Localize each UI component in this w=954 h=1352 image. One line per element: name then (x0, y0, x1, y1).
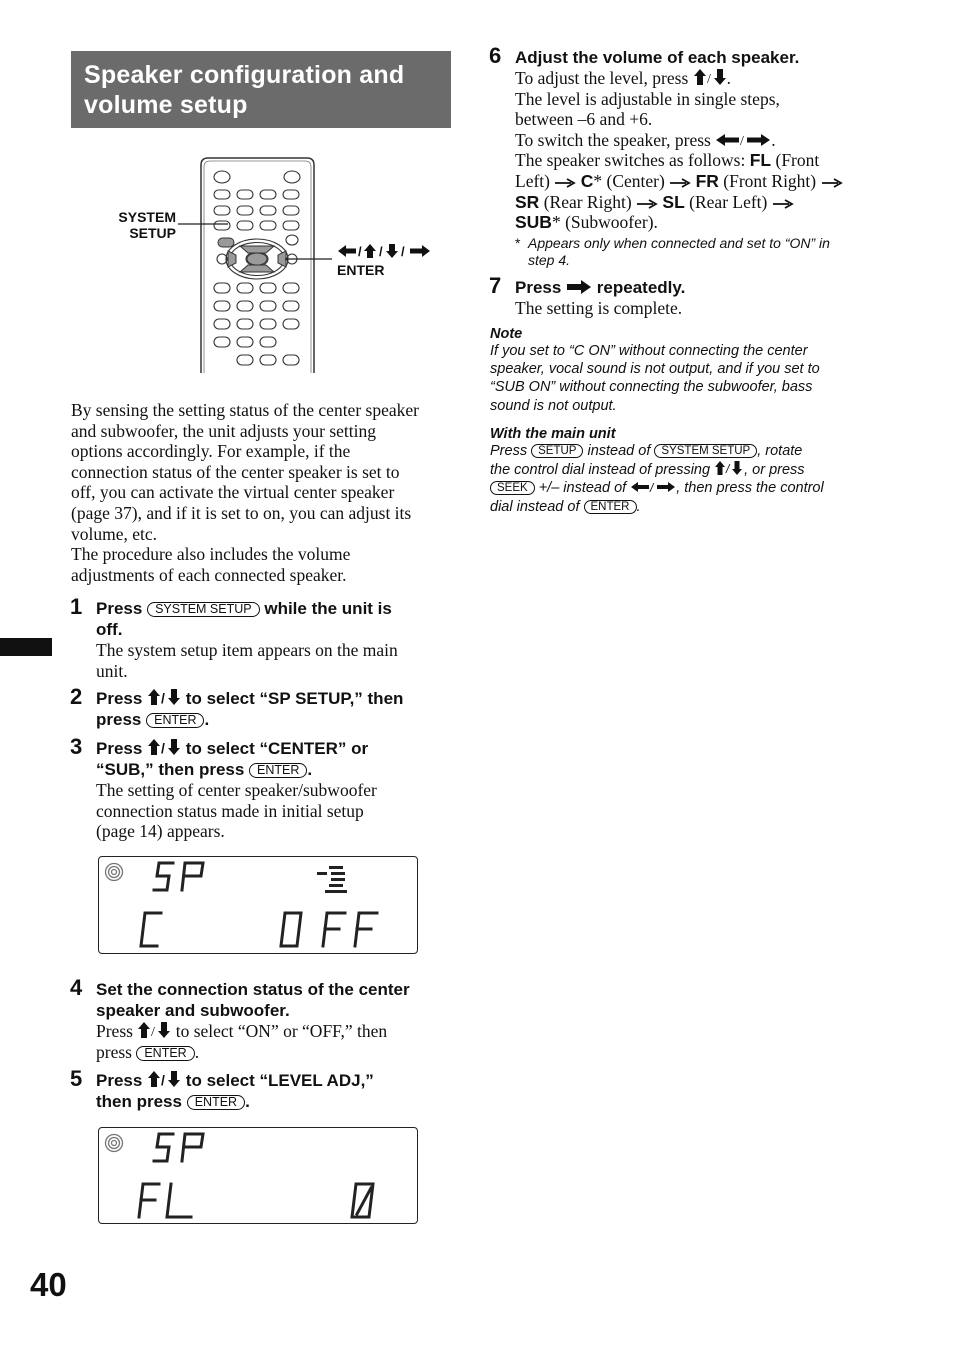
note-heading: Note (490, 326, 523, 342)
callout-system: SYSTEM (118, 209, 176, 225)
step-1-heading (96, 598, 456, 619)
main-unit-line-2 (490, 460, 880, 479)
step-text: press (96, 710, 142, 729)
step-6-number: 6 (489, 43, 502, 68)
step-6-line-5 (515, 150, 875, 171)
right-arrow-icon (669, 177, 691, 189)
step-6 (515, 47, 875, 270)
step-text: * (Center) (593, 170, 665, 191)
footnote-marker: * (515, 234, 521, 251)
sr-label: SR (515, 191, 540, 212)
step-body: (page 14) appears. (96, 821, 225, 842)
right-arrow-icon (566, 279, 592, 295)
lcd-segment-graphic (99, 857, 417, 953)
step-4-body-1 (96, 1021, 456, 1042)
intro-line: and subwoofer, the unit adjusts your setting (71, 420, 377, 441)
svg-text:/: / (401, 244, 405, 259)
step-body: The setting of center speaker/subwoofer (96, 780, 377, 800)
step-text: the control dial instead of pressing (490, 462, 711, 479)
sub-label: SUB (515, 212, 552, 233)
main-unit-block (490, 426, 880, 516)
enter-key: ENTER (187, 1095, 245, 1110)
seek-key: SEEK (490, 481, 535, 495)
step-text: To switch the speaker, press (515, 129, 711, 150)
intro-line: By sensing the setting status of the center speaker (71, 400, 419, 420)
step-3-number: 3 (70, 734, 83, 759)
up-down-arrow-icon (147, 738, 181, 756)
fl-label: FL (749, 150, 772, 171)
note-block (490, 326, 880, 415)
step-text: +/– instead of (538, 480, 627, 497)
lcd-display-fl-0 (98, 1127, 418, 1224)
callout-enter: ENTER (337, 262, 385, 278)
step-2-number: 2 (70, 684, 83, 709)
svg-text:/: / (161, 1072, 165, 1088)
step-body: connection status made in initial setup (96, 800, 364, 821)
intro-line: volume, etc. (71, 523, 158, 544)
step-text: (Rear Right) (543, 191, 632, 212)
step-text: repeatedly. (596, 278, 686, 297)
note-line: If you set to “C ON” without connecting the center (490, 343, 808, 359)
svg-text:/: / (706, 72, 711, 86)
system-setup-key: SYSTEM SETUP (147, 602, 260, 617)
step-text: , rotate (757, 443, 803, 459)
section-side-tab (0, 638, 52, 656)
right-arrow-icon (554, 177, 576, 189)
step-5-line-2: then press ENTER . (96, 1092, 250, 1111)
step-5-number: 5 (70, 1066, 83, 1091)
right-arrow-icon (821, 177, 843, 189)
intro-line: off, you can activate the virtual center speaker (71, 482, 395, 503)
step-body: unit. (96, 660, 128, 681)
step-text: To adjust the level, press (515, 68, 689, 88)
svg-text:/: / (151, 1025, 156, 1039)
left-right-arrow-icon (630, 480, 676, 494)
step-3-line-2: “SUB,” then press ENTER . (96, 760, 313, 779)
step-text: Press (96, 689, 143, 708)
step-text: Left) (515, 170, 550, 191)
up-down-arrow-icon (693, 68, 727, 86)
svg-text:/: / (161, 690, 165, 706)
step-1-number: 1 (70, 594, 83, 619)
lcd-display-c-off (98, 856, 418, 954)
step-text: to select “SP SETUP,” then (185, 689, 404, 708)
step-text: to select “ON” or “OFF,” then (175, 1021, 388, 1041)
svg-text:/: / (379, 244, 383, 259)
step-4-body-2: press ENTER . (96, 1041, 200, 1062)
step-3-line-1 (96, 738, 456, 759)
step-6-line-8 (515, 212, 875, 233)
enter-key: ENTER (584, 500, 637, 514)
main-unit-line-1 (490, 442, 880, 460)
right-arrow-icon (772, 198, 794, 210)
step-5-line-1 (96, 1070, 456, 1091)
step-body: The system setup item appears on the main (96, 640, 398, 660)
up-down-arrow-icon (714, 460, 744, 476)
footnote-line: step 4. (528, 252, 571, 269)
main-unit-line-4: dial instead of ENTER . (490, 498, 641, 515)
step-text: The level is adjustable in single steps, (515, 88, 780, 109)
step-6-line-4: To switch the speaker, press / . (515, 129, 776, 150)
arrows-enter-callout (337, 243, 431, 278)
title-line-2: volume setup (84, 91, 248, 119)
svg-text:/: / (650, 481, 654, 495)
svg-text:/: / (740, 133, 745, 148)
page-number: 40 (30, 1266, 67, 1303)
note-line: “SUB ON” without connecting the subwoofer, bass (490, 379, 813, 396)
step-text: Press (96, 1021, 133, 1041)
step-text: off. (96, 620, 123, 639)
system-setup-key: SYSTEM SETUP (654, 444, 757, 458)
four-arrows-icon (337, 243, 431, 262)
step-2-line-1 (96, 688, 456, 709)
up-down-arrow-icon (147, 688, 181, 706)
step-text: Press (490, 443, 528, 459)
step-text: , or press (744, 462, 805, 479)
step-text: press (96, 1041, 132, 1062)
svg-text:/: / (161, 740, 165, 756)
title-line-1: Speaker configuration and (84, 61, 405, 89)
step-4 (96, 979, 456, 1062)
intro-paragraph (71, 400, 456, 585)
footnote-line: Appears only when connected and set to “ON” in (528, 234, 830, 251)
enter-key: ENTER (146, 713, 204, 728)
step-text: “SUB,” then press (96, 760, 245, 779)
enter-key: ENTER (249, 763, 307, 778)
step-text: instead of (587, 443, 651, 459)
step-text: The speaker switches as follows: (515, 150, 746, 171)
step-body: The setting is complete. (515, 298, 683, 318)
step-3 (96, 738, 456, 842)
sl-label: SL (662, 191, 685, 212)
c-label: C (580, 170, 594, 191)
step-6-line-7 (515, 192, 875, 213)
step-text: Adjust the volume of each speaker. (515, 48, 800, 67)
note-line: speaker, vocal sound is not output, and if you set to (490, 361, 820, 378)
step-text: speaker and subwoofer. (96, 1001, 290, 1020)
step-text: * (Subwoofer). (551, 212, 658, 233)
setup-key: SETUP (531, 444, 583, 458)
fr-label: FR (695, 170, 719, 191)
step-text: then press (96, 1092, 182, 1111)
callout-setup: SETUP (129, 225, 176, 241)
step-text: dial instead of (490, 498, 580, 515)
intro-line: adjustments of each connected speaker. (71, 564, 347, 585)
step-text: (Front Right) (723, 170, 817, 191)
system-setup-callout (110, 209, 176, 241)
step-2-line-2: press ENTER . (96, 710, 210, 729)
intro-line: The procedure also includes the volume (71, 544, 351, 565)
step-2 (96, 688, 456, 730)
step-6-footnote (515, 235, 875, 270)
step-7-heading (515, 277, 875, 298)
step-text: (Rear Left) (689, 191, 768, 212)
svg-text:/: / (358, 244, 362, 259)
step-5 (96, 1070, 456, 1112)
intro-line: options accordingly. For example, if the (71, 441, 351, 462)
step-text: while the unit is (264, 599, 392, 618)
section-title (71, 51, 451, 128)
note-line: sound is not output. (490, 397, 617, 414)
up-down-arrow-icon (147, 1070, 181, 1088)
right-arrow-icon (636, 198, 658, 210)
remote-illustration (100, 155, 450, 375)
main-unit-heading: With the main unit (490, 426, 616, 442)
step-text: (Front (775, 150, 820, 171)
step-text: Press (96, 599, 143, 618)
step-4-number: 4 (70, 975, 83, 1000)
main-unit-line-3 (490, 479, 880, 497)
intro-line: connection status of the center speaker is set to (71, 461, 400, 482)
step-1 (96, 598, 456, 681)
up-down-arrow-icon (137, 1021, 171, 1039)
step-text: to select “CENTER” or (185, 739, 369, 758)
step-6-line-1: To adjust the level, press / . (515, 68, 731, 88)
step-text: , then press the control (676, 480, 824, 497)
svg-text:/: / (726, 462, 730, 477)
step-text: Press (96, 739, 143, 758)
intro-line: (page 37), and if it is set to on, you can adjust its (71, 502, 412, 523)
step-text: Press (515, 278, 562, 297)
step-text: between –6 and +6. (515, 109, 653, 130)
lcd-segment-graphic (99, 1128, 417, 1223)
step-text: Press (96, 1071, 143, 1090)
enter-key: ENTER (136, 1046, 194, 1061)
step-7 (515, 277, 875, 319)
step-text: to select “LEVEL ADJ,” (185, 1071, 374, 1090)
step-text: Set the connection status of the center (96, 980, 410, 999)
step-6-line-6 (515, 171, 875, 192)
step-7-number: 7 (489, 273, 502, 298)
left-right-arrow-icon (715, 132, 771, 148)
